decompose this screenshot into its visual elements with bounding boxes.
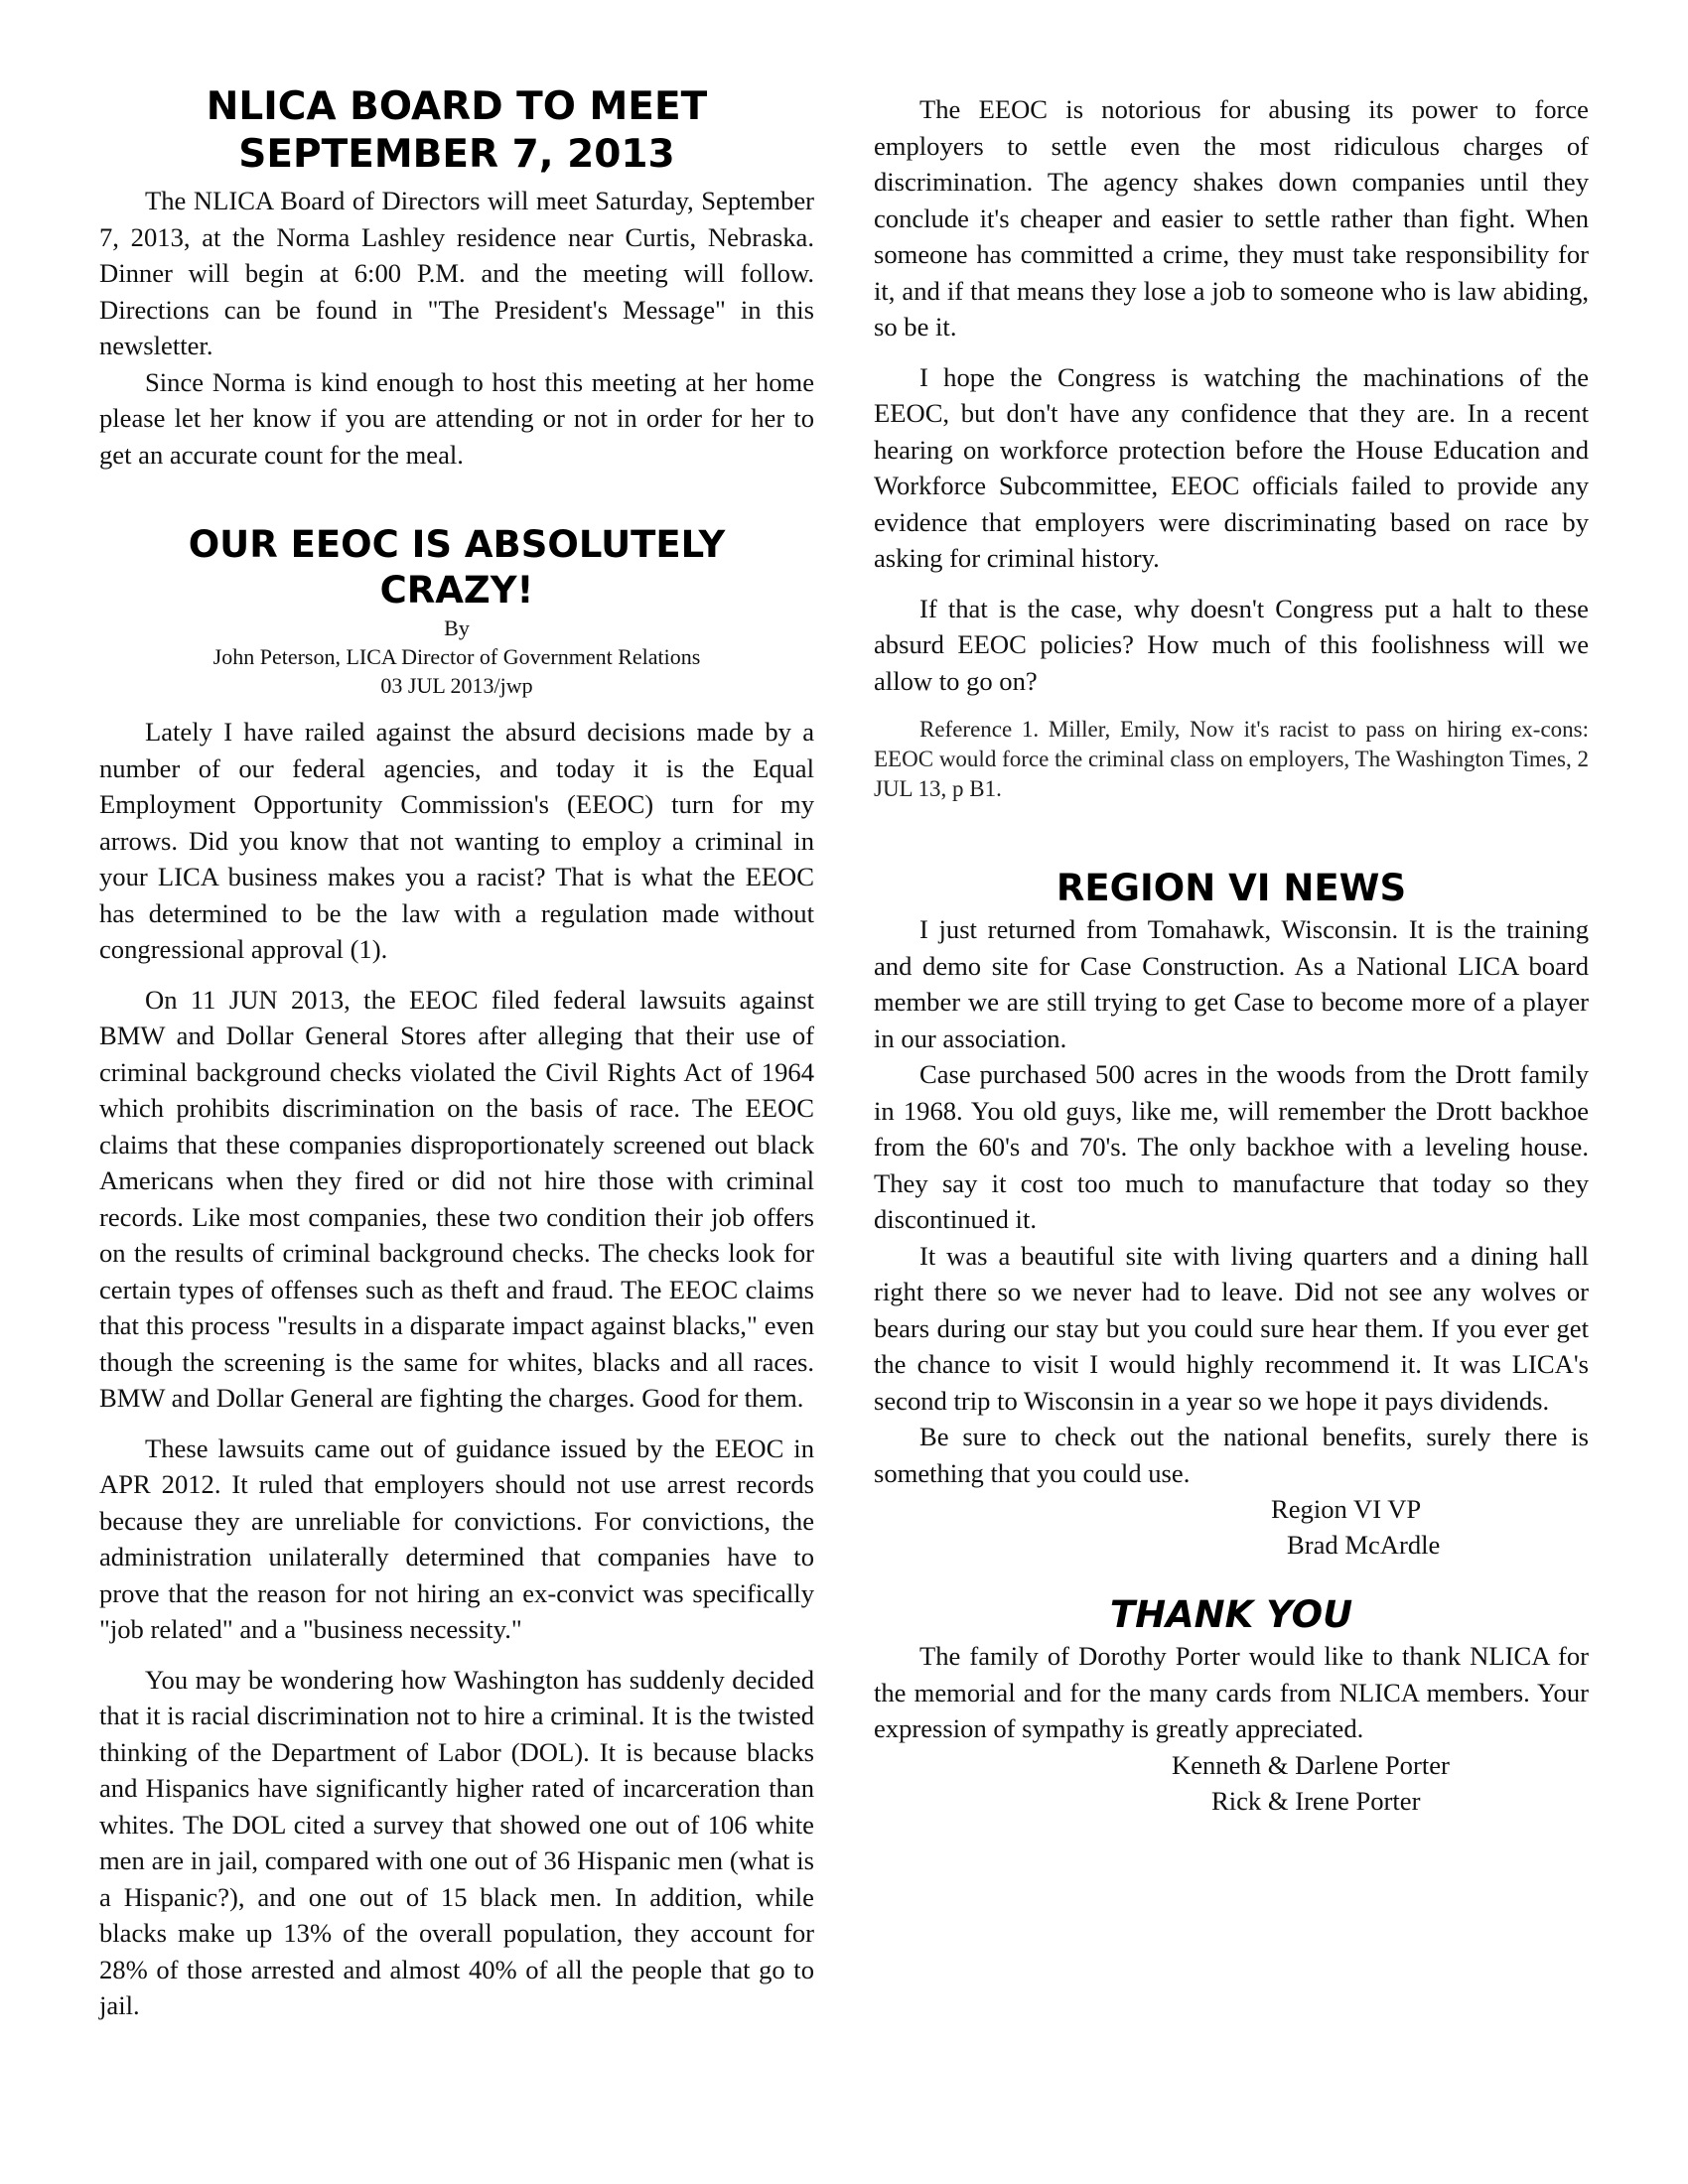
region-vi-signature-line-2: Brad McArdle xyxy=(1287,1530,1441,1560)
region-vi-paragraph-2: Case purchased 500 acres in the woods from the Drott family in 1968. You old guys, like me, will remember the Drott backhoe from the 60's and 70's. The only backhoe with a leveling house. They say it cost too much to manufacture that today so they discontinued it. xyxy=(874,1059,1589,1234)
region-vi-signature-line-1: Region VI VP xyxy=(1271,1494,1422,1524)
eeoc-reference: Reference 1. Miller, Emily, Now it's racist to pass on hiring ex-cons: EEOC would force the criminal class on employers, The Washington Times, 2 JUL 13, p B1. xyxy=(874,717,1589,801)
board-meeting-title: NLICA BOARD TO MEET SEPTEMBER 7, 2013 xyxy=(206,84,708,177)
eeoc-paragraph-6: I hope the Congress is watching the machinations of the EEOC, but don't have any confidence that they are. In a recent hearing on workforce protection before the House Education and Workforce Subcommittee, EEOC officials failed to provide any evidence that employers were discriminating based on race by asking for criminal history. xyxy=(874,361,1589,573)
thank-you-signature-line-2: Rick & Irene Porter xyxy=(1211,1785,1421,1816)
thank-you-signature-line-1: Kenneth & Darlene Porter xyxy=(1172,1749,1450,1780)
right-column xyxy=(874,91,1589,1819)
eeoc-date: 03 JUL 2013/jwp xyxy=(380,673,533,698)
eeoc-by: By xyxy=(444,615,470,640)
eeoc-title: OUR EEOC IS ABSOLUTELY CRAZY! xyxy=(188,523,726,612)
region-vi-paragraph-4: Be sure to check out the national benefits, surely there is something that you could use. xyxy=(874,1422,1589,1488)
board-meeting-paragraph-1: The NLICA Board of Directors will meet Saturday, September 7, 2013, at the Norma Lashley residence near Curtis, Nebraska. Dinner will begin at 6:00 P.M. and the meeting will follow. Directions can be found in "The President's Message" in this newsletter. xyxy=(99,186,814,360)
left-column xyxy=(99,83,814,2024)
board-meeting-paragraph-2: Since Norma is kind enough to host this meeting at her home please let her know if you are attending or not in order for her to get an accurate count for the meal. xyxy=(99,366,814,470)
region-vi-title: REGION VI NEWS xyxy=(1055,867,1407,909)
eeoc-paragraph-3: These lawsuits came out of guidance issued by the EEOC in APR 2012. It ruled that employers should not use arrest records because they are unreliable for convictions. For convictions, the administration unilaterally determined that companies have to prove that the reason for not hiring an ex-convict was specifically "job related" and a "business necessity." xyxy=(99,1433,814,1644)
thank-you-paragraph: The family of Dorothy Porter would like to thank NLICA for the memorial and for the many cards from NLICA members. Your expression of sympathy is greatly appreciated. xyxy=(874,1641,1589,1743)
region-vi-paragraph-1: I just returned from Tomahawk, Wisconsin. It is the training and demo site for Case Construction. As a National LICA board member we are still trying to get Case to become more of a player in our association. xyxy=(874,914,1589,1053)
thank-you-signature xyxy=(874,1747,1589,1819)
region-vi-paragraph-3: It was a beautiful site with living quarters and a dining hall right there so we never had to leave. Did not see any wolves or bears during our stay but you could sure hear them. If you ever get the chance to visit I would highly recommend it. It was LICA's second trip to Wisconsin in a year so we hope it pays dividends. xyxy=(874,1240,1589,1416)
region-vi-signature xyxy=(874,1491,1589,1563)
eeoc-author: John Peterson, LICA Director of Government Relations xyxy=(212,644,701,669)
eeoc-paragraph-4: You may be wondering how Washington has suddenly decided that it is racial discrimination not to hire a criminal. It is the twisted thinking of the Department of Labor (DOL). It is because blacks and Hispanics have significantly higher rated of incarceration than whites. The DOL cited a survey that showed one out of 106 white men are in jail, compared with one out of 36 Hispanic men (what is a Hispanic?), and one out of 15 black men. In addition, while blacks make up 13% of the overall population, they account for 28% of those arrested and almost 40% of all the people that go to jail. xyxy=(99,1664,814,2020)
eeoc-paragraph-1: Lately I have railed against the absurd decisions made by a number of our federal agencies, and today it is the Equal Employment Opportunity Commission's (EEOC) turn for my arrows. Did you know that not wanting to employ a criminal in your LICA business makes you a racist? That is what the EEOC has determined to be the law with a regulation made without congressional approval (1). xyxy=(99,717,814,964)
eeoc-paragraph-2: On 11 JUN 2013, the EEOC filed federal lawsuits against BMW and Dollar General Stores after alleging that their use of criminal background checks violated the Civil Rights Act of 1964 which prohibits discrimination on the basis of race. The EEOC claims that these companies disproportionately screened out black Americans when they fired or did not hire those with criminal records. Like most companies, these two condition their job offers on the results of criminal background checks. The checks look for certain types of offenses such as theft and fraud. The EEOC claims that this process "results in a disparate impact against blacks," even though the screening is the same for whites, blacks and all races. BMW and Dollar General are fighting the charges. Good for them. xyxy=(99,984,814,1413)
eeoc-paragraph-5: The EEOC is notorious for abusing its power to force employers to settle even the most ridiculous charges of discrimination. The agency shakes down companies until they conclude it's cheaper and easier to settle rather than fight. When someone has committed a crime, they must take responsibility for it, and if that means they lose a job to someone who is law abiding, so be it. xyxy=(874,94,1589,341)
eeoc-paragraph-7: If that is the case, why doesn't Congress put a halt to these absurd EEOC policies? How much of this foolishness will we allow to go on? xyxy=(874,593,1589,696)
thank-you-title: THANK YOU xyxy=(1109,1593,1353,1636)
